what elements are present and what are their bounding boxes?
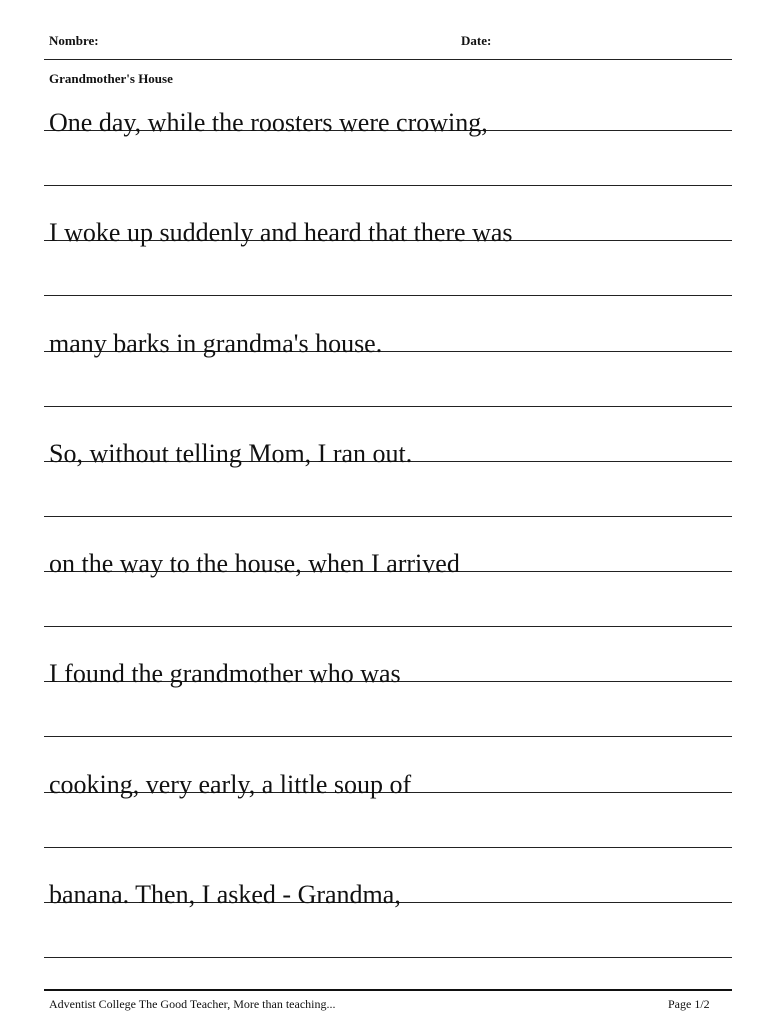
tracing-text: So, without telling Mom, I ran out. — [49, 439, 413, 468]
line-pair — [0, 659, 768, 769]
tracing-text: on the way to the house, when I arrived — [49, 549, 460, 578]
footer-divider — [44, 989, 732, 991]
footer-school-name: Adventist College The Good Teacher, More than teaching... — [49, 997, 336, 1011]
blank-writing-line — [44, 516, 732, 517]
blank-writing-line — [44, 406, 732, 407]
tracing-text: many barks in grandma's house. — [49, 329, 383, 358]
blank-writing-line — [44, 295, 732, 296]
line-pair — [0, 549, 768, 659]
line-pair — [0, 770, 768, 880]
name-label: Nombre: — [49, 33, 99, 48]
line-pair — [0, 108, 768, 218]
worksheet-title: Grandmother's House — [49, 71, 173, 86]
line-pair — [0, 439, 768, 549]
tracing-text: I found the grandmother who was — [49, 659, 401, 688]
page-number: Page 1/2 — [668, 997, 710, 1011]
blank-writing-line — [44, 957, 732, 958]
date-label: Date: — [461, 33, 492, 48]
blank-writing-line — [44, 736, 732, 737]
tracing-text: banana. Then, I asked - Grandma, — [49, 880, 401, 909]
tracing-text: I woke up suddenly and heard that there was — [49, 218, 513, 247]
line-pair — [0, 880, 768, 990]
line-pair — [0, 218, 768, 328]
blank-writing-line — [44, 185, 732, 186]
tracing-text: One day, while the roosters were crowing, — [49, 108, 488, 137]
line-pair — [0, 329, 768, 439]
blank-writing-line — [44, 626, 732, 627]
tracing-text: cooking, very early, a little soup of — [49, 770, 412, 799]
blank-writing-line — [44, 847, 732, 848]
